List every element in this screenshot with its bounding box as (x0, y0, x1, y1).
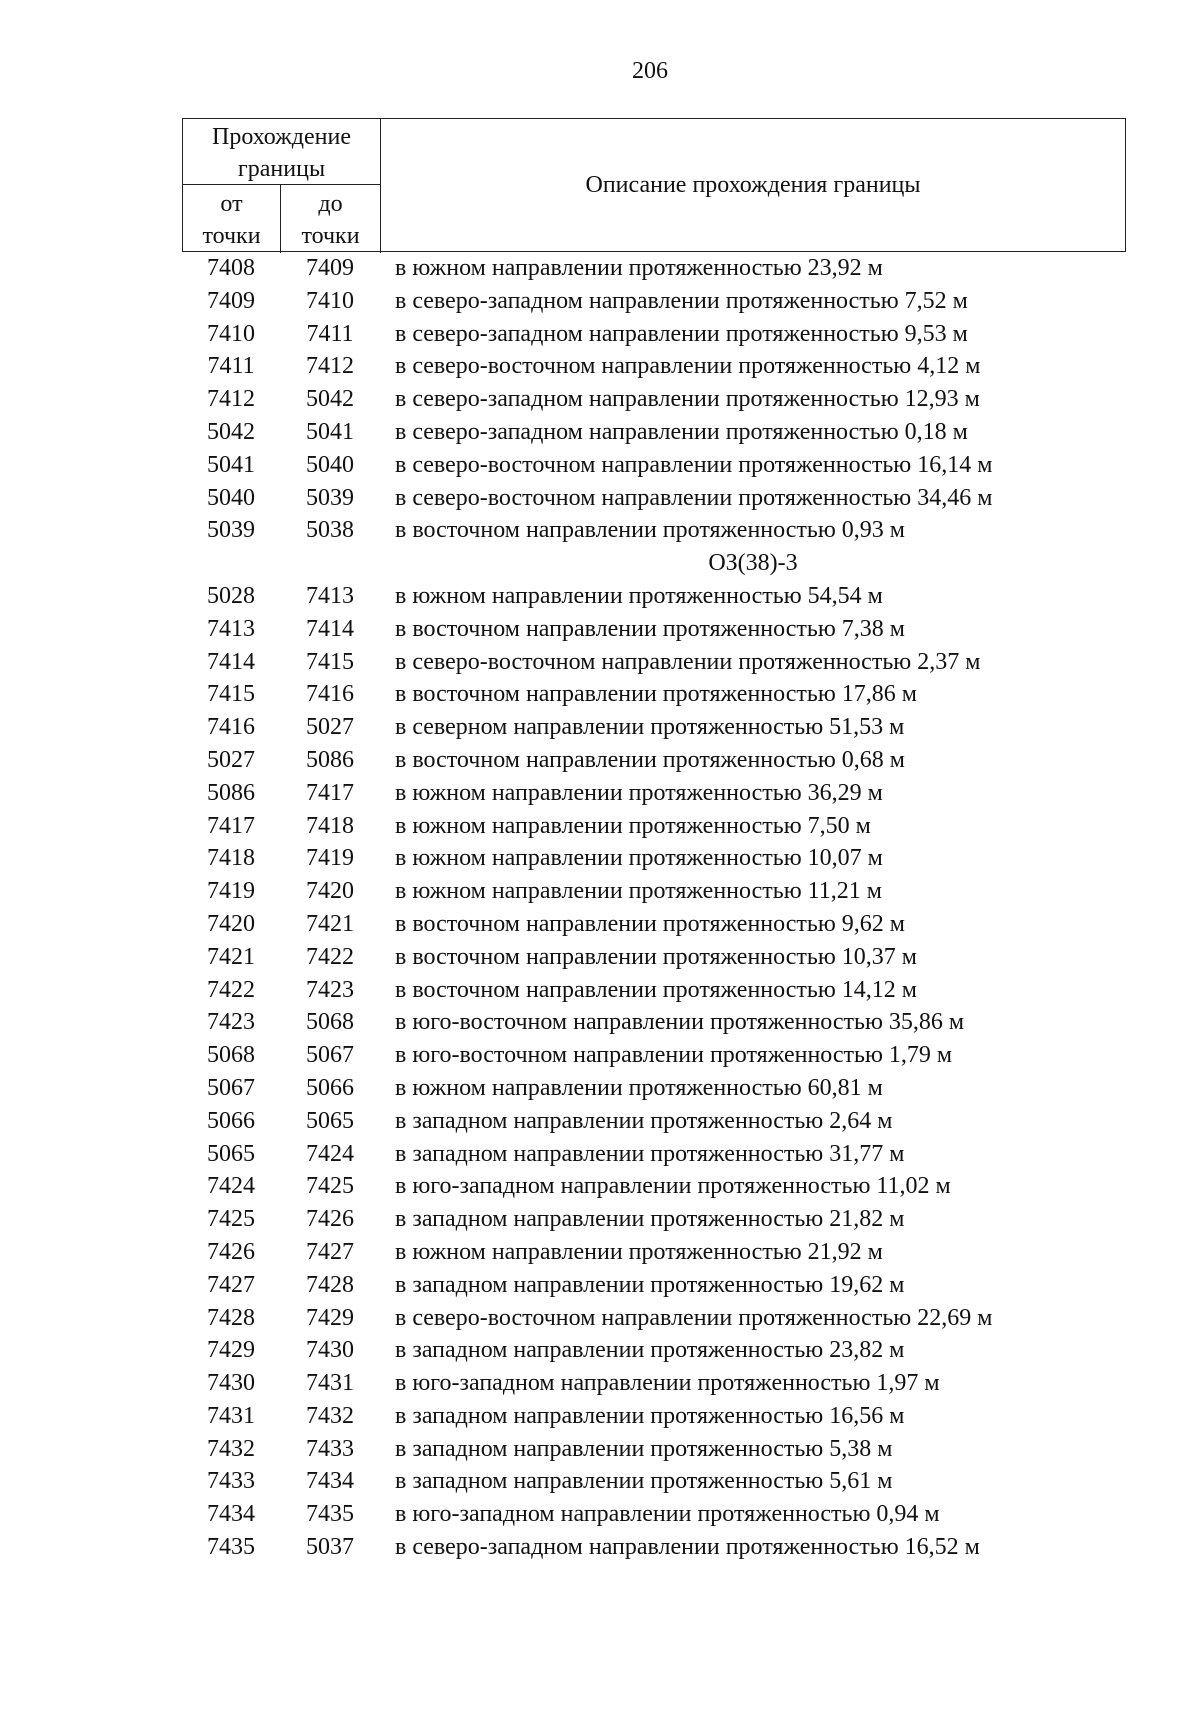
to-point-cell: 5039 (306, 484, 354, 511)
description-cell: в южном направлении протяженностью 7,50 м (395, 812, 871, 839)
to-point-cell: 7424 (306, 1140, 354, 1167)
to-point-cell: 7428 (306, 1271, 354, 1298)
from-point-cell: 7433 (207, 1468, 255, 1495)
description-cell: в северо-восточном направлении протяженностью 34,46 м (395, 484, 993, 511)
to-point-cell: 7420 (306, 878, 354, 905)
table-row (182, 777, 1126, 810)
to-point-cell: 7426 (306, 1206, 354, 1233)
table-row (182, 482, 1126, 515)
from-point-cell: 7412 (207, 386, 255, 413)
to-point-cell: 5066 (306, 1074, 354, 1101)
description-cell: в северо-западном направлении протяженностью 9,53 м (395, 320, 968, 347)
from-point-cell: 7429 (207, 1337, 255, 1364)
table-row (182, 1006, 1126, 1039)
from-point-cell: 7415 (207, 681, 255, 708)
from-point-cell: 7428 (207, 1304, 255, 1331)
from-point-cell: 7424 (207, 1173, 255, 1200)
description-cell: в южном направлении протяженностью 36,29 м (395, 779, 883, 806)
description-cell: в северо-восточном направлении протяженностью 16,14 м (395, 451, 993, 478)
table-row (182, 1236, 1126, 1269)
from-point-cell: 7419 (207, 878, 255, 905)
table-row (182, 1170, 1126, 1203)
to-point-cell: 7423 (306, 976, 354, 1003)
to-point-cell: 5027 (306, 714, 354, 741)
header-to-line2: точки (301, 223, 360, 249)
from-point-cell: 7413 (207, 615, 255, 642)
header-description: Описание прохождения границы (585, 171, 921, 198)
from-point-cell: 5041 (207, 451, 255, 478)
table-row (182, 350, 1126, 383)
description-cell: в юго-восточном направлении протяженностью 1,79 м (395, 1042, 953, 1069)
description-cell: в северо-западном направлении протяженностью 7,52 м (395, 287, 968, 314)
to-point-cell: 7421 (306, 910, 354, 937)
table-body (182, 252, 1126, 1564)
to-point-cell: 5065 (306, 1107, 354, 1134)
from-point-cell: 7435 (207, 1534, 255, 1561)
header-to-point (281, 185, 381, 253)
table-row (182, 449, 1126, 482)
table-row (182, 646, 1126, 679)
to-point-cell: 7410 (306, 287, 354, 314)
description-cell: в северо-западном направлении протяженностью 12,93 м (395, 386, 980, 413)
description-cell: в восточном направлении протяженностью 0,68 м (395, 746, 905, 773)
section-title: ОЗ(38)-3 (708, 550, 798, 577)
from-point-cell: 5065 (207, 1140, 255, 1167)
table-row (182, 744, 1126, 777)
from-point-cell: 7408 (207, 255, 255, 281)
from-point-cell: 7425 (207, 1206, 255, 1233)
table-row (182, 1203, 1126, 1236)
description-cell: в западном направлении протяженностью 31,77 м (395, 1140, 905, 1167)
to-point-cell: 7425 (306, 1173, 354, 1200)
table-row (182, 842, 1126, 875)
table-row (182, 1072, 1126, 1105)
table-row (182, 514, 1126, 547)
to-point-cell: 7417 (306, 779, 354, 806)
to-point-cell: 7427 (306, 1238, 354, 1265)
from-point-cell: 5068 (207, 1042, 255, 1069)
table-row (182, 1138, 1126, 1171)
to-point-cell: 7433 (306, 1435, 354, 1462)
table-row (182, 318, 1126, 351)
description-cell: в южном направлении протяженностью 54,54 м (395, 582, 883, 609)
description-cell: в северном направлении протяженностью 51,53 м (395, 714, 905, 741)
from-point-cell: 7422 (207, 976, 255, 1003)
table-row (182, 383, 1126, 416)
from-point-cell: 7434 (207, 1501, 255, 1528)
description-cell: в северо-западном направлении протяженностью 0,18 м (395, 418, 968, 445)
header-from-point (183, 185, 281, 253)
from-point-cell: 5066 (207, 1107, 255, 1134)
table-row (182, 1531, 1126, 1564)
from-point-cell: 7432 (207, 1435, 255, 1462)
table-row (182, 1400, 1126, 1433)
to-point-cell: 7411 (306, 320, 354, 347)
from-point-cell: 7427 (207, 1271, 255, 1298)
description-cell: в юго-западном направлении протяженностью 1,97 м (395, 1370, 940, 1397)
from-point-cell: 7423 (207, 1009, 255, 1036)
to-point-cell: 7422 (306, 943, 354, 970)
description-cell: в западном направлении протяженностью 5,61 м (395, 1468, 893, 1495)
table-row (182, 678, 1126, 711)
description-cell: в восточном направлении протяженностью 7,38 м (395, 615, 905, 642)
from-point-cell: 7420 (207, 910, 255, 937)
from-point-cell: 5039 (207, 517, 255, 544)
to-point-cell: 7432 (306, 1402, 354, 1429)
header-group-line1: Прохождение (211, 124, 351, 150)
to-point-cell: 7414 (306, 615, 354, 642)
table-row (182, 1498, 1126, 1531)
description-cell: в восточном направлении протяженностью 10,37 м (395, 943, 917, 970)
to-point-cell: 7412 (306, 353, 354, 380)
table-row (182, 875, 1126, 908)
description-cell: в юго-западном направлении протяженностью 0,94 м (395, 1501, 940, 1528)
description-cell: в восточном направлении протяженностью 17,86 м (395, 681, 917, 708)
to-point-cell: 5040 (306, 451, 354, 478)
to-point-cell: 7430 (306, 1337, 354, 1364)
table-row (182, 810, 1126, 843)
description-cell: в западном направлении протяженностью 19,62 м (395, 1271, 905, 1298)
table-row (182, 1334, 1126, 1367)
to-point-cell: 7415 (306, 648, 354, 675)
header-from-line1: от (220, 191, 243, 217)
table-row (182, 252, 1126, 285)
description-cell: в северо-западном направлении протяженностью 16,52 м (395, 1534, 980, 1561)
from-point-cell: 7421 (207, 943, 255, 970)
description-cell: в восточном направлении протяженностью 9,62 м (395, 910, 905, 937)
table-row (182, 1302, 1126, 1335)
table-row (182, 941, 1126, 974)
description-cell: в северо-восточном направлении протяженностью 4,12 м (395, 353, 981, 380)
description-cell: в юго-восточном направлении протяженностью 35,86 м (395, 1009, 965, 1036)
from-point-cell: 7411 (207, 353, 255, 380)
description-cell: в южном направлении протяженностью 23,92 м (395, 255, 883, 281)
to-point-cell: 7409 (306, 255, 354, 281)
page-number: 206 (632, 58, 668, 84)
to-point-cell: 7435 (306, 1501, 354, 1528)
table-row (182, 1105, 1126, 1138)
table-row (182, 1433, 1126, 1466)
from-point-cell: 7417 (207, 812, 255, 839)
table-row (182, 908, 1126, 941)
description-cell: в южном направлении протяженностью 11,21 м (395, 878, 882, 905)
table-row (182, 613, 1126, 646)
from-point-cell: 5042 (207, 418, 255, 445)
table-header (182, 118, 1126, 252)
header-to-line1: до (318, 191, 343, 217)
description-cell: в восточном направлении протяженностью 14,12 м (395, 976, 917, 1003)
table-row (182, 1269, 1126, 1302)
from-point-cell: 5040 (207, 484, 255, 511)
to-point-cell: 5041 (306, 418, 354, 445)
to-point-cell: 5042 (306, 386, 354, 413)
from-point-cell: 7409 (207, 287, 255, 314)
description-cell: в западном направлении протяженностью 23,82 м (395, 1337, 905, 1364)
from-point-cell: 7418 (207, 845, 255, 872)
description-cell: в северо-восточном направлении протяженностью 22,69 м (395, 1304, 993, 1331)
from-point-cell: 7430 (207, 1370, 255, 1397)
from-point-cell: 5028 (207, 582, 255, 609)
to-point-cell: 5037 (306, 1534, 354, 1561)
header-boundary-passage (183, 119, 381, 185)
from-point-cell: 5067 (207, 1074, 255, 1101)
table-row (182, 1039, 1126, 1072)
table-row (182, 1367, 1126, 1400)
description-cell: в южном направлении протяженностью 10,07 м (395, 845, 883, 872)
description-cell: в западном направлении протяженностью 16,56 м (395, 1402, 905, 1429)
description-cell: в западном направлении протяженностью 2,64 м (395, 1107, 893, 1134)
table-row (182, 416, 1126, 449)
to-point-cell: 7419 (306, 845, 354, 872)
description-cell: в южном направлении протяженностью 21,92 м (395, 1238, 883, 1265)
table-row (182, 974, 1126, 1007)
description-cell: в восточном направлении протяженностью 0,93 м (395, 517, 905, 544)
to-point-cell: 7413 (306, 582, 354, 609)
to-point-cell: 7416 (306, 681, 354, 708)
from-point-cell: 7426 (207, 1238, 255, 1265)
to-point-cell: 7418 (306, 812, 354, 839)
table-row (182, 580, 1126, 613)
from-point-cell: 5086 (207, 779, 255, 806)
to-point-cell: 5067 (306, 1042, 354, 1069)
to-point-cell: 5086 (306, 746, 354, 773)
table-row (182, 285, 1126, 318)
from-point-cell: 7416 (207, 714, 255, 741)
from-point-cell: 7414 (207, 648, 255, 675)
description-cell: в южном направлении протяженностью 60,81 м (395, 1074, 883, 1101)
from-point-cell: 7410 (207, 320, 255, 347)
header-from-line2: точки (202, 223, 261, 249)
to-point-cell: 5068 (306, 1009, 354, 1036)
from-point-cell: 7431 (207, 1402, 255, 1429)
header-group-line2: границы (237, 156, 326, 182)
description-cell: в юго-западном направлении протяженностью 11,02 м (395, 1173, 951, 1200)
to-point-cell: 7431 (306, 1370, 354, 1397)
description-cell: в северо-восточном направлении протяженностью 2,37 м (395, 648, 981, 675)
to-point-cell: 7429 (306, 1304, 354, 1331)
to-point-cell: 5038 (306, 517, 354, 544)
to-point-cell: 7434 (306, 1468, 354, 1495)
table-row (182, 1465, 1126, 1498)
from-point-cell: 5027 (207, 746, 255, 773)
description-cell: в западном направлении протяженностью 5,38 м (395, 1435, 893, 1462)
description-cell: в западном направлении протяженностью 21,82 м (395, 1206, 905, 1233)
table-row (182, 711, 1126, 744)
